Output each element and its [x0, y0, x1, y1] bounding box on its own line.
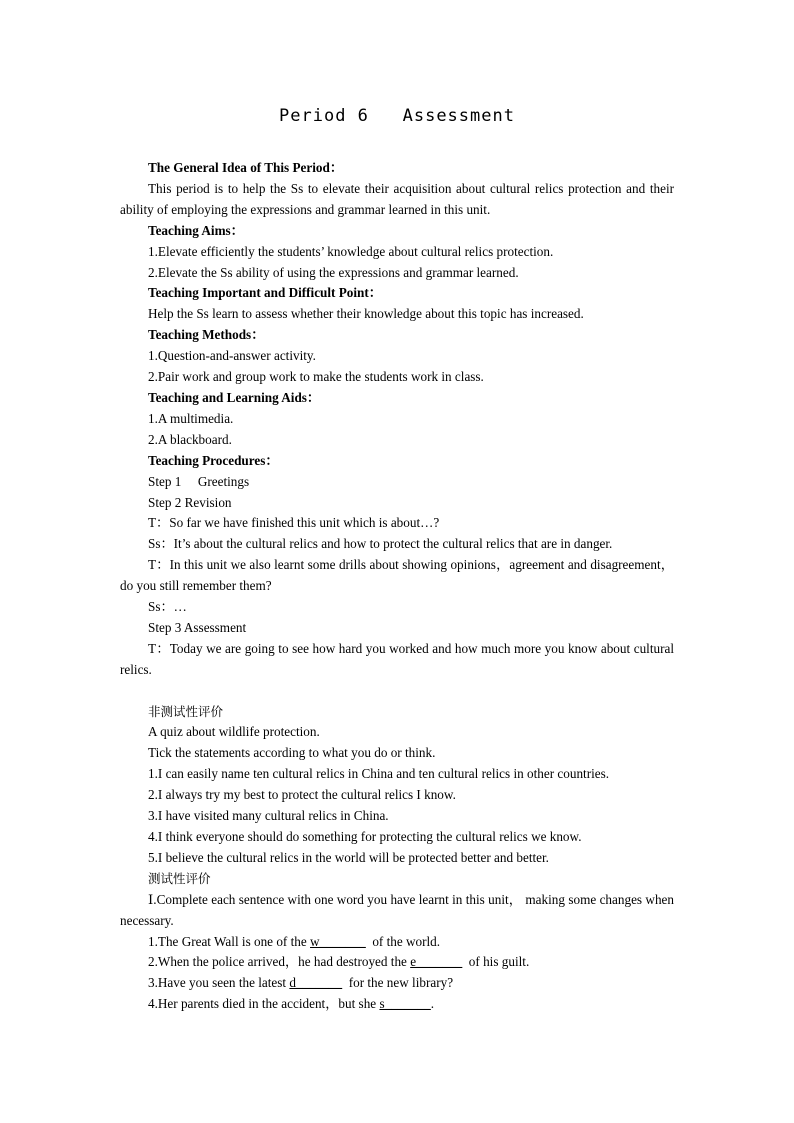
aid-item: 1.A multimedia. — [148, 410, 234, 426]
teaching-procedures-heading: Teaching Procedures： — [148, 452, 279, 468]
quiz-title: A quiz about wildlife protection. — [148, 724, 320, 740]
important-point-text: Help the Ss learn to assess whether their knowledge about this topic has increased. — [148, 306, 584, 322]
general-idea-text: This period is to help the Ss to elevate their acquisition about cultural relics protection and their ability of employing the expressions and grammar learned in this unit. — [120, 180, 674, 217]
quiz-statement: 5.I believe the cultural relics in the world will be protected better and better. — [148, 849, 549, 865]
dialogue-line: T：So far we have finished this unit which is about…? — [148, 515, 440, 531]
answer-blank: s_______ — [379, 996, 431, 1012]
teaching-aids-heading: Teaching and Learning Aids： — [148, 389, 321, 405]
blank-line — [120, 681, 674, 702]
sentence-text: of his guilt. — [462, 954, 530, 970]
document-body — [120, 158, 674, 1015]
nontest-assessment-heading: 非测试性评价 — [148, 703, 224, 719]
method-item: 2.Pair work and group work to make the students work in class. — [148, 369, 484, 385]
exercise-sentence — [120, 973, 674, 994]
aim-item: 1.Elevate efficiently the students’ knowledge about cultural relics protection. — [148, 243, 554, 259]
test-assessment-heading: 测试性评价 — [148, 870, 211, 886]
method-item: 1.Question-and-answer activity. — [148, 348, 316, 364]
quiz-statement: 4.I think everyone should do something for protecting the cultural relics we know. — [148, 828, 582, 844]
important-point-heading: Teaching Important and Difficult Point： — [148, 285, 382, 301]
general-idea-heading: The General Idea of This Period： — [148, 160, 344, 175]
answer-blank: d_______ — [289, 975, 343, 991]
part1-instruction: Ⅰ.Complete each sentence with one word you have learnt in this unit， making some changes when necessary. — [120, 891, 674, 928]
dialogue-line: Ss：… — [148, 599, 187, 615]
sentence-text: 2.When the police arrived，he had destroyed the — [148, 954, 411, 970]
step-revision: Step 2 Revision — [148, 494, 232, 510]
teaching-methods-heading: Teaching Methods： — [148, 327, 265, 343]
sentence-text: 1.The Great Wall is one of the — [148, 933, 311, 949]
exercise-sentence — [120, 932, 674, 953]
quiz-statement: 2.I always try my best to protect the cultural relics I know. — [148, 787, 456, 803]
answer-blank: e_______ — [410, 954, 463, 970]
quiz-statement: 1.I can easily name ten cultural relics in China and ten cultural relics in other countries. — [148, 766, 610, 782]
sentence-text: 4.Her parents died in the accident，but she — [148, 996, 380, 1012]
dialogue-line: T：In this unit we also learnt some drills about showing opinions，agreement and disagreement，do you still remember them? — [120, 557, 674, 594]
aid-item: 2.A blackboard. — [148, 431, 232, 447]
sentence-text: 3.Have you seen the latest — [148, 975, 290, 991]
quiz-statement: 3.I have visited many cultural relics in China. — [148, 808, 389, 824]
sentence-text: . — [430, 996, 435, 1012]
quiz-instruction: Tick the statements according to what you do or think. — [148, 745, 436, 761]
step-assessment: Step 3 Assessment — [148, 619, 247, 635]
page-title: Period 6 Assessment — [279, 106, 515, 126]
teaching-aims-heading: Teaching Aims： — [148, 222, 244, 238]
sentence-text: of the world. — [365, 933, 441, 949]
sentence-text: for the new library? — [342, 975, 454, 991]
exercise-sentence — [120, 994, 674, 1015]
dialogue-line: T：Today we are going to see how hard you worked and how much more you know about cultural relics. — [120, 640, 674, 677]
answer-blank: w_______ — [310, 933, 366, 949]
aim-item: 2.Elevate the Ss ability of using the expressions and grammar learned. — [148, 264, 519, 280]
exercise-sentence — [120, 952, 674, 973]
dialogue-line: Ss：It’s about the cultural relics and how to protect the cultural relics that are in danger. — [148, 536, 613, 552]
step-greetings: Step 1 Greetings — [148, 473, 250, 489]
